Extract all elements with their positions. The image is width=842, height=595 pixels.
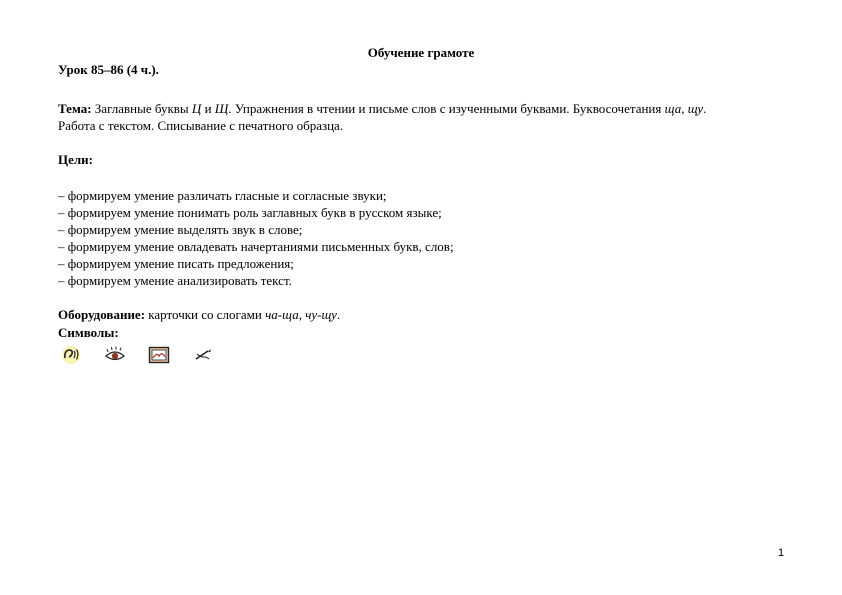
- theme-text-2: и: [201, 101, 215, 116]
- theme-line-2: Работа с текстом. Списывание с печатного образца.: [58, 118, 344, 133]
- symbols-row: [58, 345, 238, 367]
- pencil-icon: [192, 345, 214, 365]
- book-icon: [148, 345, 170, 365]
- goal-item: – формируем умение различать гласные и согласные звуки;: [58, 188, 387, 203]
- theme-text-5: .: [703, 101, 707, 116]
- theme-combo-1: ща: [664, 101, 682, 116]
- eye-icon: [104, 345, 126, 365]
- equipment-label: Оборудование:: [58, 307, 146, 322]
- lesson-number: [58, 61, 778, 78]
- equipment-line: [58, 306, 778, 323]
- equipment-syllables-2: чу-щу: [305, 307, 337, 322]
- goals-heading: [58, 151, 778, 168]
- theme-letter-2: Щ: [214, 101, 229, 116]
- goals-label: Цели:: [58, 152, 93, 167]
- page-number: 1: [778, 547, 785, 559]
- goal-item: – формируем умение понимать роль заглавных букв в русском языке;: [58, 205, 442, 220]
- theme-text-4: ,: [681, 101, 688, 116]
- goal-item: – формируем умение писать предложения;: [58, 256, 294, 271]
- symbols-heading: [58, 324, 778, 341]
- theme-label: Тема:: [58, 101, 92, 116]
- theme-text-1: Заглавные буквы: [91, 101, 192, 116]
- page-title: Обучение грамоте: [367, 45, 475, 60]
- theme-text-3: . Упражнения в чтении и письме слов с изученными буквами. Буквосочетания: [228, 101, 665, 116]
- listen-icon: [60, 345, 82, 365]
- goal-item: – формируем умение анализировать текст.: [58, 273, 292, 288]
- equipment-syllables-1: ча-ща: [265, 307, 299, 322]
- equipment-text-2: ,: [298, 307, 306, 322]
- theme-paragraph: [58, 100, 778, 134]
- lesson-label: Урок 85–86 (4 ч.).: [58, 62, 159, 77]
- goal-item: – формируем умение овладевать начертаниями письменных букв, слов;: [58, 239, 454, 254]
- theme-letter-1: Ц: [191, 101, 202, 116]
- equipment-text-3: .: [336, 307, 341, 322]
- theme-combo-2: щу: [687, 101, 704, 116]
- goal-item: – формируем умение выделять звук в слове;: [58, 222, 303, 237]
- symbols-label: Символы:: [58, 325, 119, 340]
- equipment-text-1: карточки со слогами: [145, 307, 266, 322]
- goals-list: [58, 187, 778, 289]
